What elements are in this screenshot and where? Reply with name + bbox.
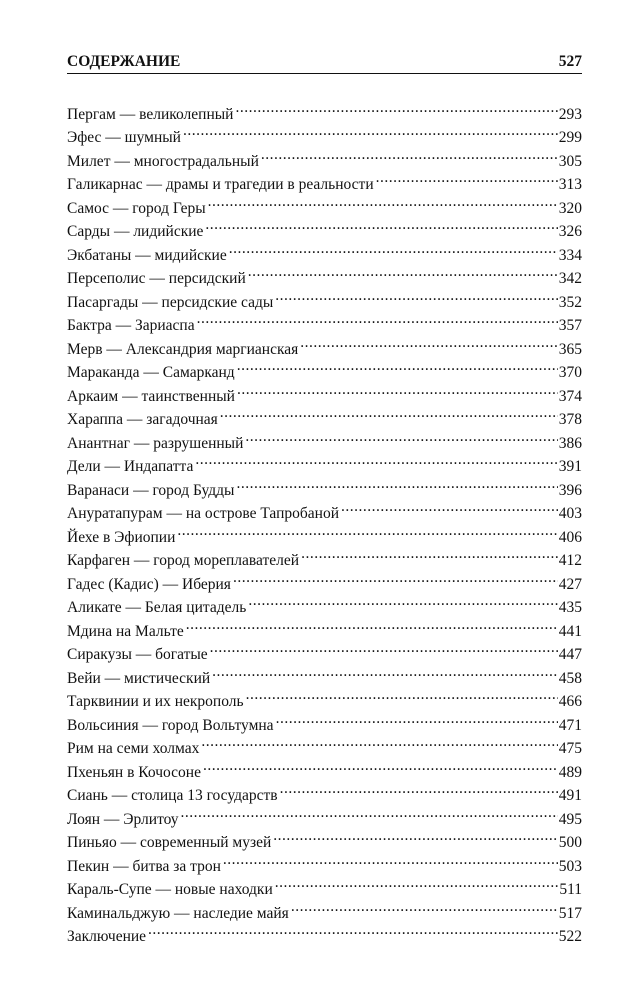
toc-entry-page: 466 xyxy=(558,693,582,710)
book-page xyxy=(67,0,582,1000)
toc-entry-title: Гадес (Кадис) — Иберия xyxy=(67,575,231,593)
toc-entry-page: 495 xyxy=(558,810,582,828)
dot-leader xyxy=(236,471,557,495)
toc-entry-title: Милет — многострадальный xyxy=(67,152,259,170)
toc-entry-page: 326 xyxy=(558,223,582,240)
toc-entry-title: Анантнаг — разрушенный xyxy=(67,434,244,452)
toc-entry-page: 471 xyxy=(558,716,582,734)
toc-entry-title: Дели — Индапатта xyxy=(67,458,194,475)
toc-entry-page: 374 xyxy=(558,387,582,405)
dot-leader xyxy=(235,95,557,119)
toc-entry-page: 391 xyxy=(558,458,582,475)
toc-entry-title: Пергам — великолепный xyxy=(67,105,234,123)
toc-entry-page: 435 xyxy=(558,599,582,616)
toc-entry-title: Заключение xyxy=(67,928,147,945)
toc-entry-page: 334 xyxy=(558,246,582,264)
dot-leader xyxy=(291,894,558,918)
dot-leader xyxy=(197,307,558,331)
toc-entry-page: 489 xyxy=(558,763,582,781)
dot-leader xyxy=(208,189,558,213)
toc-entry-title: Каминальджую — наследие майя xyxy=(67,904,289,922)
dot-leader xyxy=(245,424,557,448)
dot-leader xyxy=(183,119,558,143)
toc-entry-title: Пасаргады — персидские сады xyxy=(67,293,274,311)
dot-leader xyxy=(233,565,558,589)
toc-entry-page: 370 xyxy=(558,364,582,381)
toc-entry-page: 305 xyxy=(558,152,582,170)
dot-leader xyxy=(229,236,558,260)
toc-entry-page: 293 xyxy=(558,105,582,123)
toc-entry-page: 352 xyxy=(558,293,582,311)
toc-entry-title: Пекин — битва за трон xyxy=(67,857,221,875)
toc-entry-title: Тарквинии и их некрополь xyxy=(67,693,244,710)
dot-leader xyxy=(301,542,558,566)
toc-entry-title: Ануратапурам — на острове Тапробаной xyxy=(67,505,340,522)
toc-entry-page: 475 xyxy=(558,740,582,757)
toc-entry-title: Варанаси — город Будды xyxy=(67,481,235,499)
toc-entry-page: 427 xyxy=(558,575,582,593)
toc-entry-page: 406 xyxy=(558,528,582,546)
dot-leader xyxy=(201,730,557,754)
dot-leader xyxy=(300,330,557,354)
dot-leader xyxy=(223,847,558,871)
toc-entry-title: Аликате — Белая цитадель xyxy=(67,599,247,616)
dot-leader xyxy=(237,377,558,401)
toc-entry-title: Бактра — Зариаспа xyxy=(67,317,195,334)
header-rule xyxy=(67,73,582,74)
dot-leader xyxy=(275,871,559,895)
toc-entry-page: 522 xyxy=(558,928,582,945)
toc-entry-title: Рим на семи холмах xyxy=(67,740,200,757)
dot-leader xyxy=(181,800,558,824)
dot-leader xyxy=(203,753,558,777)
dot-leader xyxy=(261,142,558,166)
dot-leader xyxy=(248,589,557,613)
toc-entry-page: 441 xyxy=(558,622,582,640)
dot-leader xyxy=(248,260,558,284)
toc-entry-title: Караль-Супе — новые находки xyxy=(67,881,273,898)
dot-leader xyxy=(246,683,558,707)
dot-leader xyxy=(341,495,558,519)
toc-entry-title: Мерв — Александрия маргианская xyxy=(67,340,299,358)
toc-entry-page: 491 xyxy=(558,787,582,804)
dot-leader xyxy=(195,448,557,472)
toc-entry-title: Экбатаны — мидийские xyxy=(67,246,227,264)
dot-leader xyxy=(376,166,558,190)
dot-leader xyxy=(148,918,558,942)
toc-entry-title: Вольсиния — город Вольтумна xyxy=(67,716,274,734)
dot-leader xyxy=(237,354,558,378)
toc-entry-title: Эфес — шумный xyxy=(67,129,181,146)
toc-entry-page: 503 xyxy=(558,857,582,875)
toc-entry-title: Аркаим — таинственный xyxy=(67,387,235,405)
toc-entry-title: Самос — город Геры xyxy=(67,199,206,217)
dot-leader xyxy=(275,283,557,307)
toc-entry-page: 511 xyxy=(559,881,582,898)
toc-entry-title: Пхеньян в Кочосоне xyxy=(67,763,201,781)
dot-leader xyxy=(186,612,558,636)
toc-entry-page: 313 xyxy=(558,176,582,193)
table-of-contents xyxy=(67,95,582,945)
toc-entry-title: Сарды — лидийские xyxy=(67,223,204,240)
toc-entry-page: 299 xyxy=(558,129,582,146)
toc-entry-page: 378 xyxy=(558,411,582,428)
dot-leader xyxy=(210,636,558,660)
dot-leader xyxy=(276,706,558,730)
toc-entry xyxy=(67,95,582,123)
toc-entry-title: Хараппа — загадочная xyxy=(67,411,218,428)
toc-entry-page: 357 xyxy=(558,317,582,334)
toc-entry-page: 447 xyxy=(558,646,582,663)
page-number: 527 xyxy=(558,53,582,70)
toc-entry-page: 396 xyxy=(558,481,582,499)
toc-entry-title: Мдина на Мальте xyxy=(67,622,184,640)
toc-entry-page: 412 xyxy=(558,552,582,569)
toc-entry-title: Сиань — столица 13 государств xyxy=(67,787,278,804)
toc-entry-title: Галикарнас — драмы и трагедии в реальности xyxy=(67,176,374,193)
toc-entry-title: Карфаген — город мореплавателей xyxy=(67,552,300,569)
toc-entry-page: 365 xyxy=(558,340,582,358)
toc-entry-page: 500 xyxy=(558,834,582,851)
toc-entry-title: Лоян — Эрлитоу xyxy=(67,810,179,828)
toc-entry-title: Пиньяо — современный музей xyxy=(67,834,272,851)
running-header xyxy=(67,50,582,70)
dot-leader xyxy=(212,659,558,683)
toc-entry-page: 386 xyxy=(558,434,582,452)
toc-entry-page: 458 xyxy=(558,669,582,687)
section-title: СОДЕРЖАНИЕ xyxy=(67,53,181,70)
toc-entry-page: 517 xyxy=(558,904,582,922)
toc-entry-title: Сиракузы — богатые xyxy=(67,646,208,663)
toc-entry-page: 342 xyxy=(558,270,582,287)
toc-entry-title: Вейи — мистический xyxy=(67,669,211,687)
toc-entry-title: Персеполис — персидский xyxy=(67,270,246,287)
toc-entry-title: Мараканда — Самарканд xyxy=(67,364,235,381)
dot-leader xyxy=(280,777,558,801)
toc-entry-page: 403 xyxy=(558,505,582,522)
dot-leader xyxy=(220,401,558,425)
toc-entry-title: Йехе в Эфиопии xyxy=(67,528,176,546)
toc-entry-page: 320 xyxy=(558,199,582,217)
dot-leader xyxy=(273,824,557,848)
dot-leader xyxy=(177,518,557,542)
dot-leader xyxy=(205,213,557,237)
